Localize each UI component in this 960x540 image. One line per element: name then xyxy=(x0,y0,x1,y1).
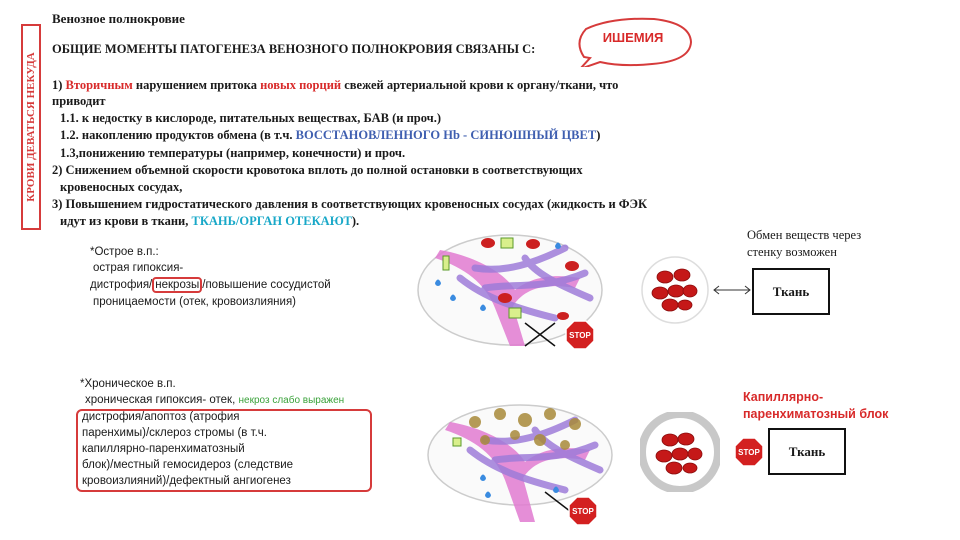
point-1-1: 1.1. к недостку в кислороде, питательных веществах, БАВ (и проч.) xyxy=(60,111,442,125)
stop-sign-icon xyxy=(734,437,764,467)
tissue-box-blocked: Ткань xyxy=(768,428,846,475)
chronic-line2: хроническая гипоксия- отек, некроз слабо выражен xyxy=(85,394,345,406)
tissue-box-open: Ткань xyxy=(752,268,830,315)
blood-cells-open-image xyxy=(640,255,710,325)
page-title: Венозное полнокровие xyxy=(52,11,185,26)
exchange-note-line1: Обмен веществ через xyxy=(747,228,862,242)
point-3-line2: идут из крови в ткани, ТКАНЬ/ОРГАН ОТЕКАЮТ). xyxy=(60,214,360,228)
stop-sign-icon xyxy=(568,496,598,526)
acute-line4: проницаемости (отек, кровоизлияния) xyxy=(93,296,296,308)
necrosis-highlight: некрозы xyxy=(152,277,202,293)
acute-line3: дистрофия/ некрозы /повышение сосудистой xyxy=(90,279,331,291)
point-1-cont: приводит xyxy=(52,94,106,108)
chronic-line3: дистрофия/апоптоз (атрофия xyxy=(82,411,240,423)
chronic-line6: блок)/местный гемосидероз (следствие xyxy=(82,459,294,471)
chronic-line4: паренхимы)/склероз стромы (в т.ч. xyxy=(82,427,267,439)
blood-cells-blocked-image xyxy=(640,412,720,492)
chronic-line7: кровоизлияний)/дефектный ангиогенез xyxy=(82,475,291,487)
block-label-line1: Капиллярно- xyxy=(743,390,824,404)
double-arrow-icon xyxy=(712,284,752,296)
section-heading: ОБЩИЕ МОМЕНТЫ ПАТОГЕНЕЗА ВЕНОЗНОГО ПОЛНОКРОВИЯ СВЯЗАНЫ С: xyxy=(52,42,536,56)
acute-line2: острая гипоксия- xyxy=(93,262,184,274)
point-1-2: 1.2. накоплению продуктов обмена (в т.ч. ВОССТАНОВЛЕННОГО Hb - СИНЮШНЫЙ ЦВЕТ) xyxy=(60,128,601,142)
point-2-line1: 2) Снижением объемной скорости кровотока вплоть до полной остановки в соответствующих xyxy=(52,163,583,177)
block-label-line2: паренхиматозный блок xyxy=(743,407,889,421)
point-2-line2: кровеносных сосудах, xyxy=(60,180,183,194)
ischemia-label: ИШЕМИЯ xyxy=(602,30,664,45)
stop-sign-icon xyxy=(565,320,595,350)
point-1-3: 1.3,понижению температуры (например, конечности) и проч. xyxy=(60,146,406,160)
side-label: КРОВИ ДЕВАТЬСЯ НЕКУДА xyxy=(25,52,37,202)
svg-text:STOP: STOP xyxy=(569,331,591,340)
chronic-line5: капиллярно-паренхиматозный xyxy=(82,443,245,455)
point-1: 1) Вторичным нарушением притока новых порций свежей артериальной крови к органу/ткани, что xyxy=(52,78,619,92)
svg-text:STOP: STOP xyxy=(738,448,760,457)
svg-text:STOP: STOP xyxy=(572,507,594,516)
side-label-box xyxy=(21,24,41,230)
acute-title: *Острое в.п.: xyxy=(90,246,159,258)
exchange-note-line2: стенку возможен xyxy=(747,245,837,259)
point-3-line1: 3) Повышением гидростатического давления в соответствующих кровеносных сосудах (жидкость и ФЭК xyxy=(52,197,648,211)
chronic-title: *Хроническое в.п. xyxy=(80,378,176,390)
